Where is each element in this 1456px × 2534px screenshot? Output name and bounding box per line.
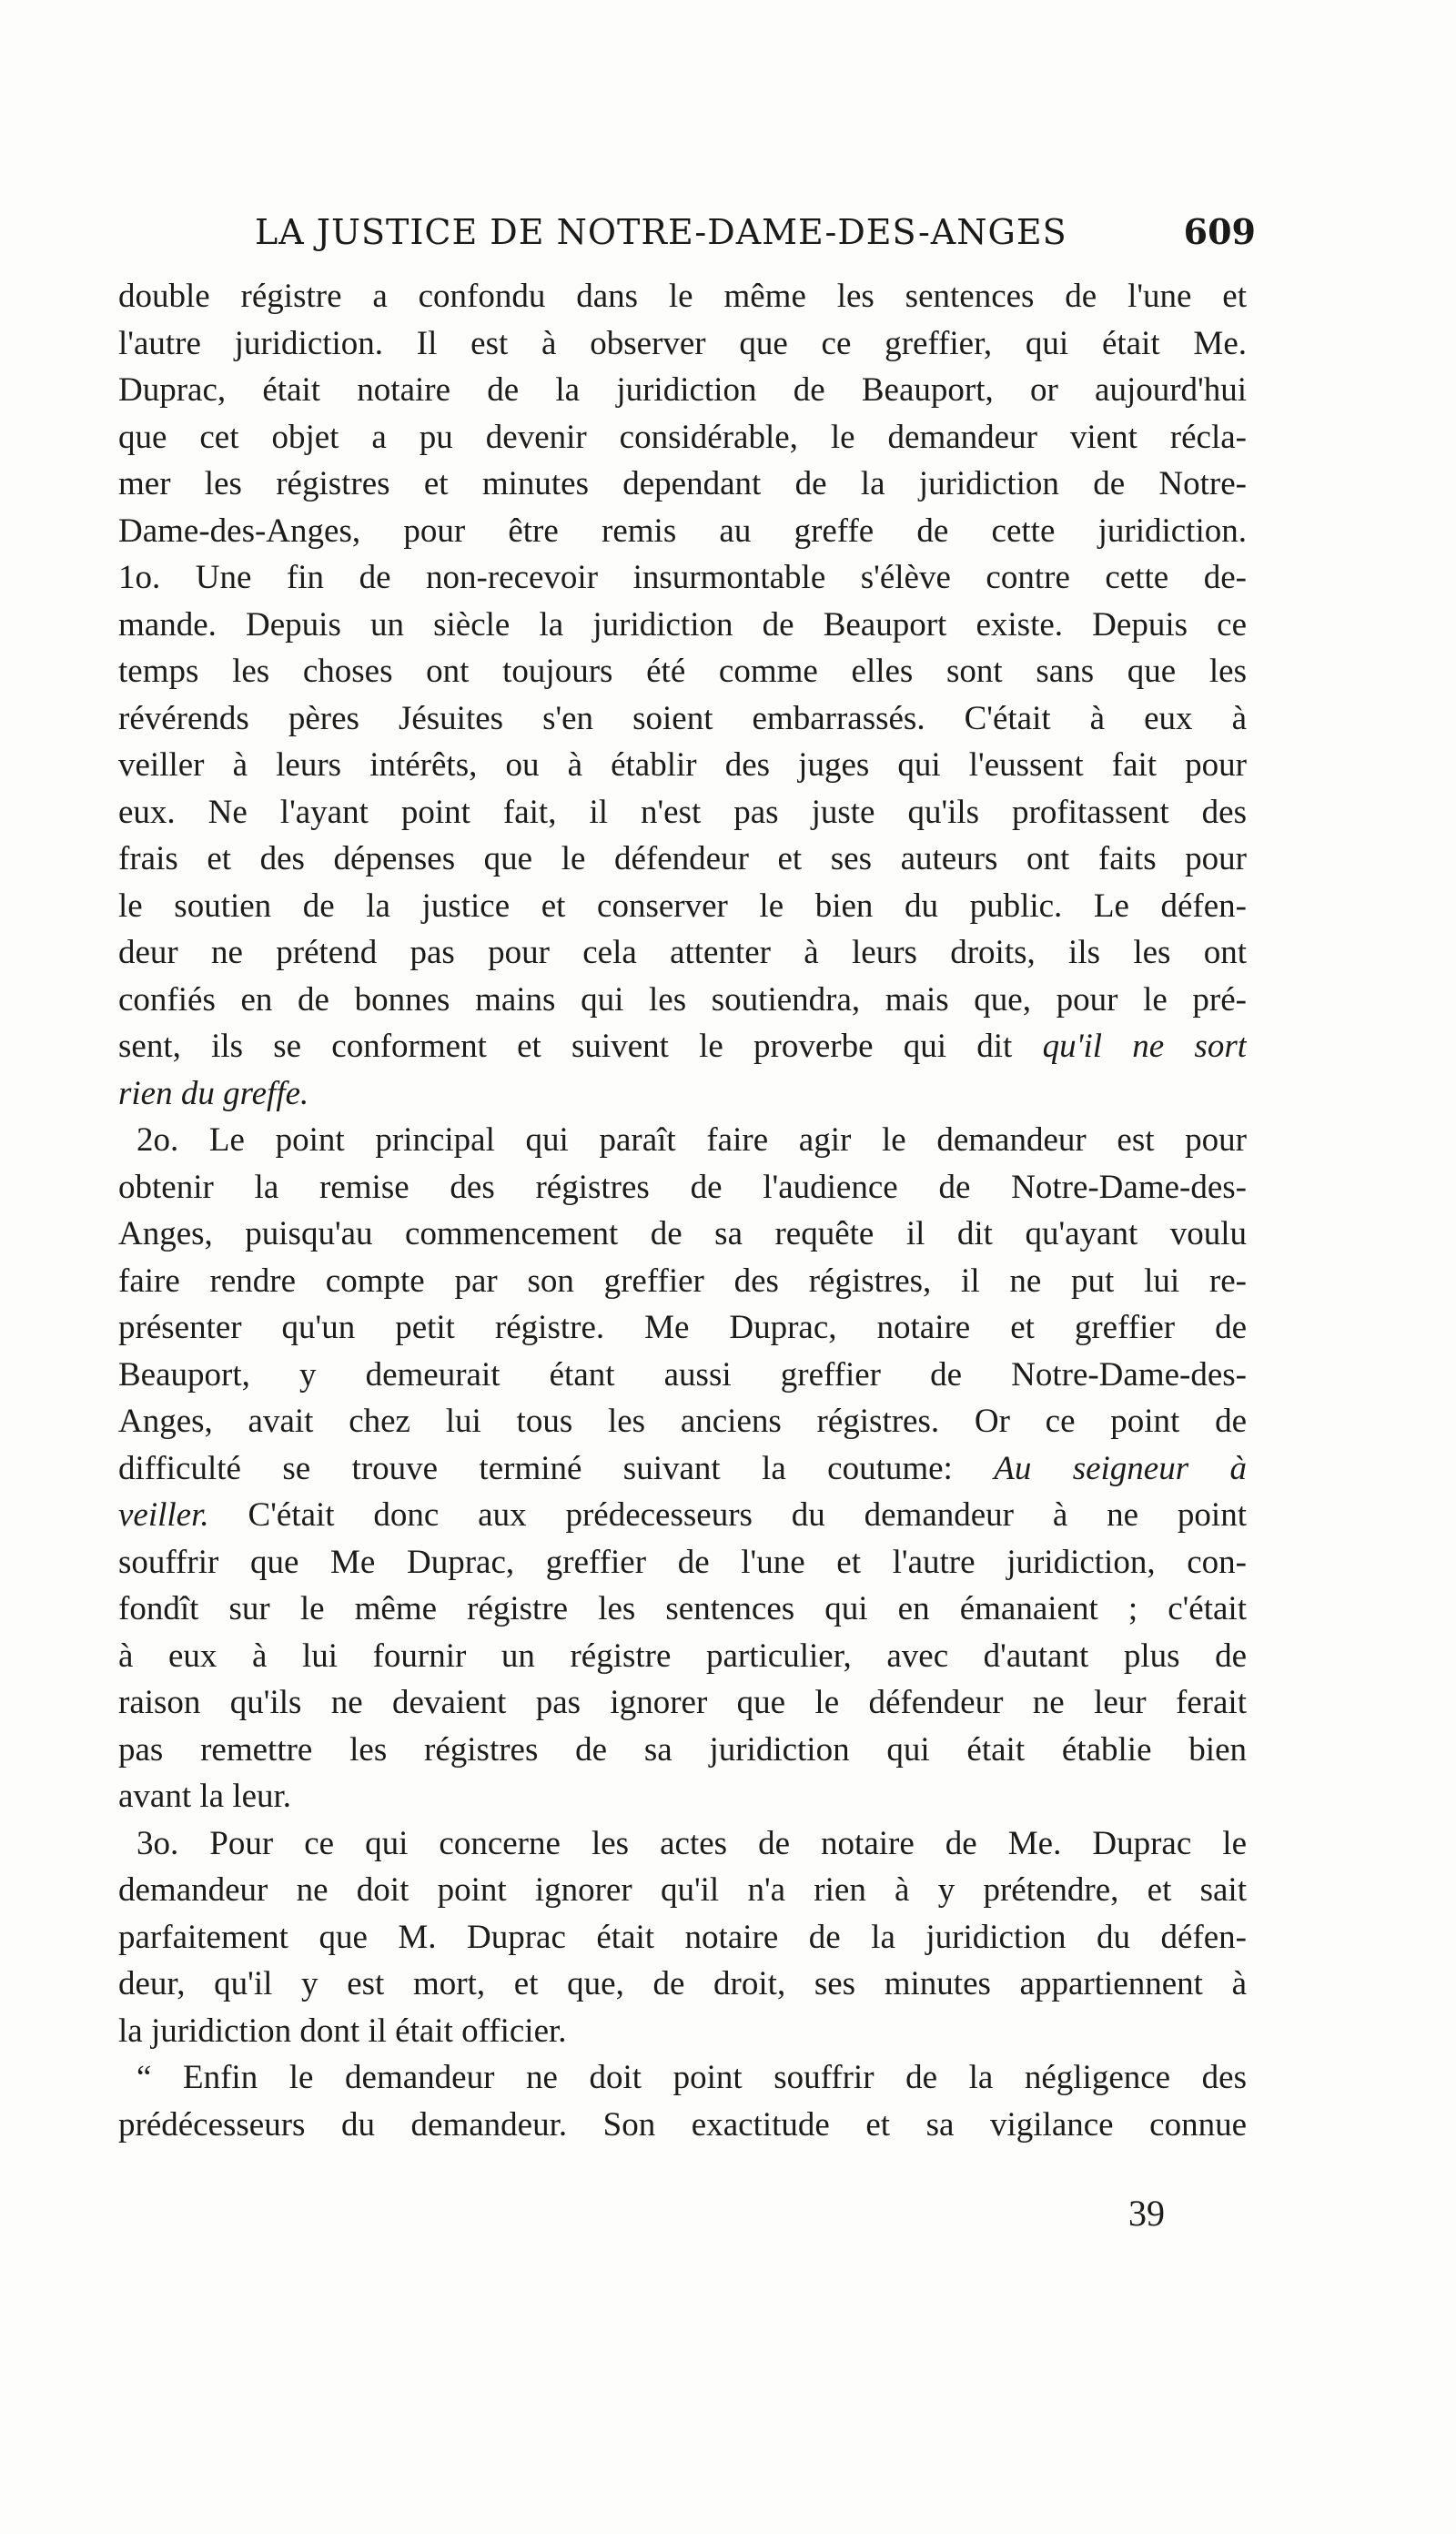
- text-line: double régistre a confondu dans le même les sentences de l'une et: [118, 278, 1247, 315]
- paragraph-3: [118, 1820, 1247, 2055]
- italic-phrase: Au seigneur à: [994, 1449, 1247, 1487]
- text-line: fondît sur le même régistre les sentences qui en émanaient ; c'était: [118, 1590, 1247, 1627]
- text-line: [118, 1070, 1247, 1118]
- italic-phrase: rien du greffe.: [118, 1074, 309, 1112]
- text-line: [118, 1492, 1247, 1539]
- text-line: Duprac, était notaire de la juridiction de Beauport, or aujourd'hui: [118, 371, 1247, 409]
- text-line: demandeur ne doit point ignorer qu'il n'a rien à y prétendre, et sait: [118, 1871, 1247, 1909]
- running-title: LA JUSTICE DE NOTRE-DAME-DES-ANGES: [255, 212, 1067, 252]
- paragraph-1: [118, 273, 1247, 1117]
- text-line: la juridiction dont il était officier.: [118, 2012, 567, 2050]
- text-line: pas remettre les régistres de sa juridiction qui était établie bien: [118, 1730, 1247, 1769]
- paragraph-4: [118, 2054, 1247, 2148]
- text-line: révérends pères Jésuites s'en soient embarrassés. C'était à eux à: [118, 699, 1247, 737]
- text-line: confiés en de bonnes mains qui les soutiendra, mais que, pour le pré-: [118, 980, 1247, 1019]
- text-line: mer les régistres et minutes dependant de la juridiction de Notre-: [118, 465, 1247, 502]
- text-line: [118, 1023, 1247, 1070]
- text-line: frais et des dépenses que le défendeur et ses auteurs ont faits pour: [118, 840, 1247, 877]
- text-line: mande. Depuis un siècle la juridiction de Beauport existe. Depuis ce: [118, 605, 1247, 644]
- italic-phrase: qu'il ne sort: [1042, 1028, 1247, 1065]
- running-head: [255, 211, 1256, 252]
- text-line: [118, 1445, 1247, 1493]
- text-line: temps les choses ont toujours été comme elles sont sans que les: [118, 653, 1247, 690]
- text-line: obtenir la remise des régistres de l'audience de Notre-Dame-des-: [118, 1168, 1247, 1206]
- signature-mark: 39: [1128, 2193, 1165, 2234]
- text-line: avant la leur.: [118, 1778, 292, 1815]
- text-line: le soutien de la justice et conserver le bien du public. Le défen-: [118, 887, 1247, 925]
- text-line: veiller à leurs intérêts, ou à établir des juges qui l'eussent fait pour: [118, 746, 1247, 784]
- text-line: Dame-des-Anges, pour être remis au greffe de cette juridiction.: [118, 512, 1247, 550]
- text-line: Anges, puisqu'au commencement de sa requête il dit qu'ayant voulu: [118, 1215, 1247, 1252]
- text-segment: difficulté se trouve terminé suivant la coutume:: [118, 1449, 953, 1487]
- text-line: 3o. Pour ce qui concerne les actes de notaire de Me. Duprac le: [136, 1824, 1247, 1862]
- text-line: 1o. Une fin de non-recevoir insurmontable s'élève contre cette de-: [118, 559, 1247, 596]
- text-line: que cet objet a pu devenir considérable, le demandeur vient récla-: [118, 418, 1247, 456]
- body-text: [118, 273, 1247, 2148]
- text-line: prédécesseurs du demandeur. Son exactitude et sa vigilance connue: [118, 2105, 1247, 2144]
- text-line: 2o. Le point principal qui paraît faire agir le demandeur est pour: [136, 1121, 1247, 1159]
- text-line: Anges, avait chez lui tous les anciens régistres. Or ce point de: [118, 1403, 1247, 1440]
- text-line: à eux à lui fournir un régistre particulier, avec d'autant plus de: [118, 1637, 1247, 1675]
- text-line: eux. Ne l'ayant point fait, il n'est pas juste qu'ils profitassent des: [118, 793, 1247, 831]
- text-line: présenter qu'un petit régistre. Me Duprac, notaire et greffier de: [118, 1309, 1247, 1346]
- text-line: souffrir que Me Duprac, greffier de l'une et l'autre juridiction, con-: [118, 1543, 1247, 1581]
- page-number: 609: [1183, 211, 1256, 252]
- text-line: Beauport, y demeurait étant aussi greffier de Notre-Dame-des-: [118, 1355, 1247, 1394]
- italic-phrase: veiller.: [118, 1496, 209, 1534]
- paragraph-2: [118, 1117, 1247, 1820]
- text-line: deur ne prétend pas pour cela attenter à leurs droits, ils les ont: [118, 934, 1247, 971]
- text-segment: C'était donc aux prédecesseurs du demandeur à ne point: [208, 1496, 1247, 1534]
- text-segment: sent, ils se conforment et suivent le proverbe qui dit: [118, 1028, 1013, 1065]
- text-line: parfaitement que M. Duprac était notaire de la juridiction du défen-: [118, 1918, 1247, 1956]
- text-line: faire rendre compte par son greffier des régistres, il ne put lui re-: [118, 1262, 1247, 1300]
- text-line: raison qu'ils ne devaient pas ignorer que le défendeur ne leur ferait: [118, 1684, 1247, 1721]
- text-line: deur, qu'il y est mort, et que, de droit, ses minutes appartiennent à: [118, 1965, 1247, 2002]
- text-line: “ Enfin le demandeur ne doit point souffrir de la négligence des: [136, 2059, 1247, 2096]
- text-line: l'autre juridiction. Il est à observer que ce greffier, qui était Me.: [118, 324, 1247, 362]
